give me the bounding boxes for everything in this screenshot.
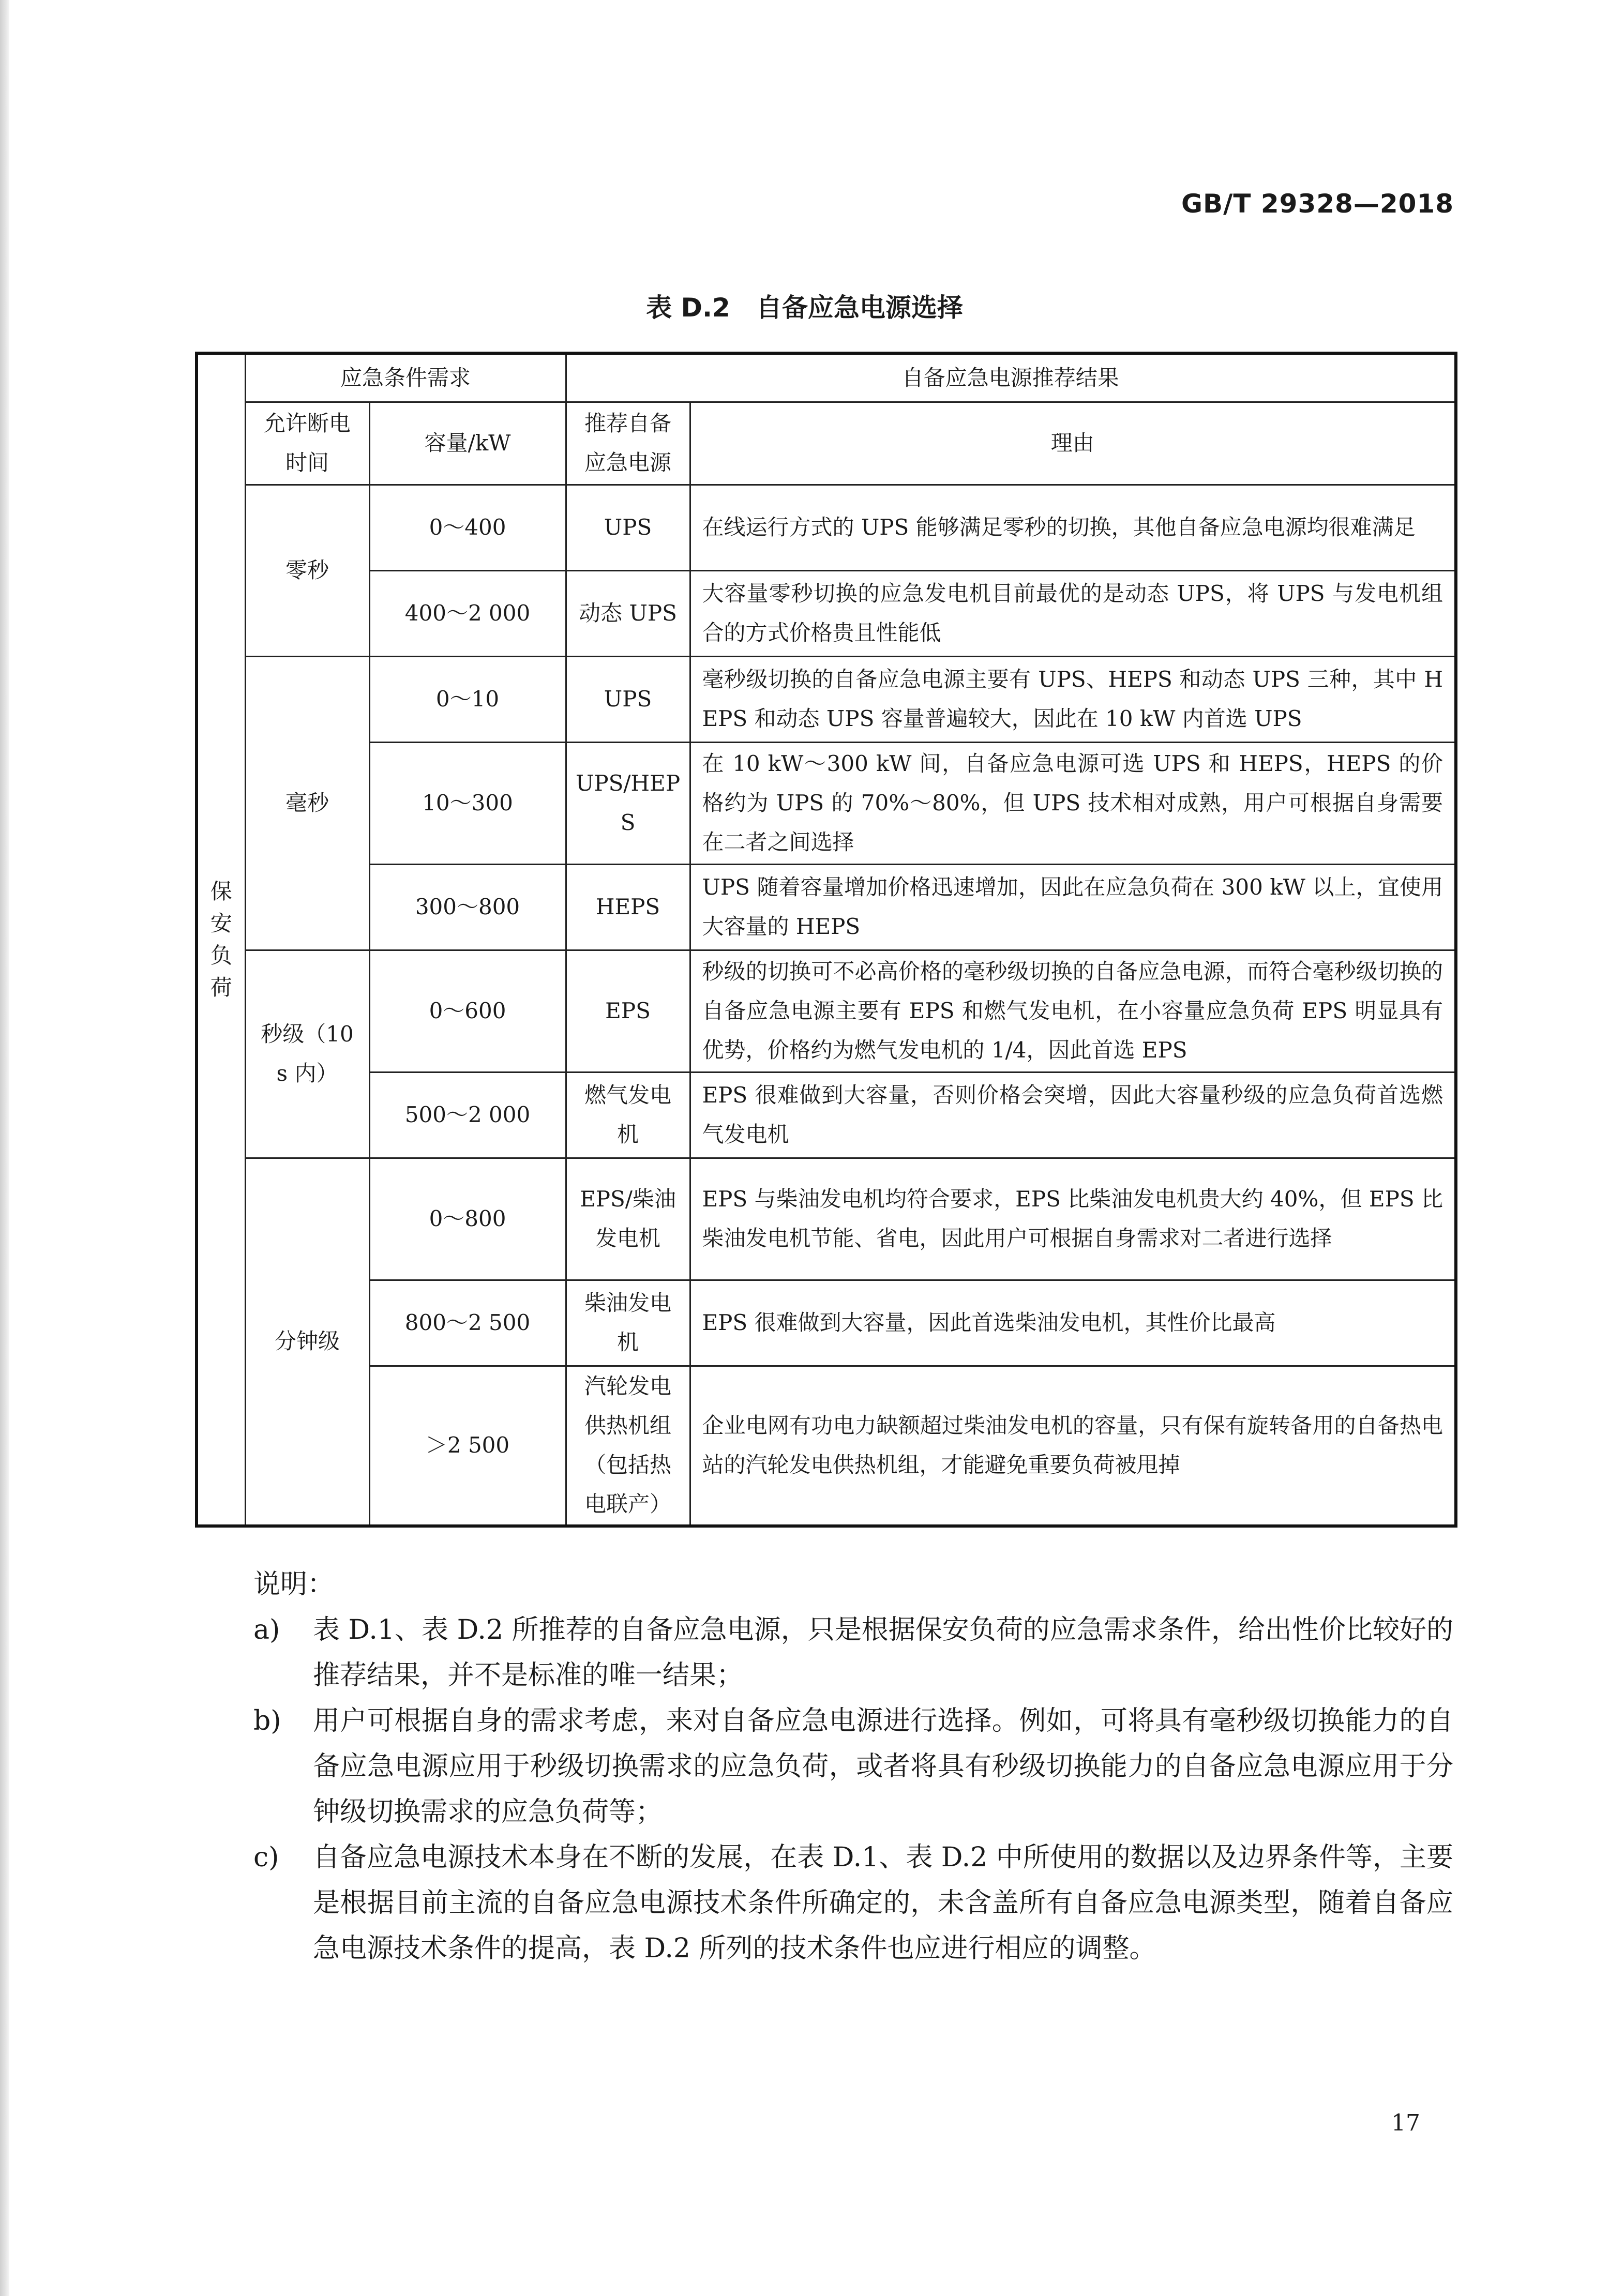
reason-cell: 在线运行方式的 UPS 能够满足零秒的切换，其他自备应急电源均很难满足 — [690, 485, 1456, 570]
capacity-cell: 800～2 500 — [369, 1280, 566, 1366]
capacity-cell: 0～400 — [369, 485, 566, 570]
source-cell: 汽轮发电供热机组（包括热电联产） — [566, 1366, 690, 1526]
reason-col-header: 理由 — [690, 402, 1456, 485]
time-cell: 零秒 — [245, 485, 369, 656]
capacity-cell: ＞2 500 — [369, 1366, 566, 1526]
note-item — [253, 1607, 1453, 1698]
notes-heading: 说明： — [253, 1569, 335, 1600]
source-cell: EPS — [566, 950, 690, 1072]
capacity-cell: 10～300 — [369, 742, 566, 864]
standard-code: GB/T 29328—2018 — [1181, 189, 1454, 219]
table-id: 表 D.2 — [646, 293, 730, 323]
reason-cell: UPS 随着容量增加价格迅速增加，因此在应急负荷在 300 kW 以上，宜使用大容量的 HEPS — [690, 864, 1456, 950]
note-letter: b) — [253, 1705, 281, 1736]
note-item — [253, 1835, 1453, 1971]
reason-cell: EPS 很难做到大容量，因此首选柴油发电机，其性价比最高 — [690, 1280, 1456, 1366]
capacity-cell: 500～2 000 — [369, 1072, 566, 1158]
time-cell: 秒级（10 s 内） — [245, 950, 369, 1158]
source-cell: 燃气发电机 — [566, 1072, 690, 1158]
reason-cell: 大容量零秒切换的应急发电机目前最优的是动态 UPS，将 UPS 与发电机组合的方式价格贵且性能低 — [690, 570, 1456, 656]
page-edge-shadow — [0, 0, 9, 2296]
source-cell: HEPS — [566, 864, 690, 950]
capacity-cell: 0～800 — [369, 1158, 566, 1280]
side-label: 保安负荷 — [210, 879, 232, 1000]
reason-cell: 企业电网有功电力缺额超过柴油发电机的容量，只有保有旋转备用的自备热电站的汽轮发电供热机组，才能避免重要负荷被甩掉 — [690, 1366, 1456, 1526]
reason-cell: EPS 与柴油发电机均符合要求，EPS 比柴油发电机贵大约 40%，但 EPS 比柴油发电机节能、省电，因此用户可根据自身需求对二者进行选择 — [690, 1158, 1456, 1280]
source-cell: 动态 UPS — [566, 570, 690, 656]
note-letter: a) — [253, 1614, 280, 1645]
time-cell: 分钟级 — [245, 1158, 369, 1526]
capacity-cell: 0～10 — [369, 656, 566, 742]
reason-cell: 毫秒级切换的自备应急电源主要有 UPS、HEPS 和动态 UPS 三种，其中 HEPS 和动态 UPS 容量普遍较大，因此在 10 kW 内首选 UPS — [690, 656, 1456, 742]
source-cell: UPS — [566, 656, 690, 742]
source-cell: UPS/HEPS — [566, 742, 690, 864]
note-text: 用户可根据自身的需求考虑，来对自备应急电源进行选择。例如，可将具有毫秒级切换能力的自备应急电源应用于秒级切换需求的应急负荷，或者将具有秒级切换能力的自备应急电源应用于分钟级切换需求的应急负荷等； — [313, 1705, 1453, 1827]
note-text: 自备应急电源技术本身在不断的发展，在表 D.1、表 D.2 中所使用的数据以及边界条件等，主要是根据目前主流的自备应急电源技术条件所确定的，未含盖所有自备应急电源类型，随着自备应急电源技术条件的提高，表 D.2 所列的技术条件也应进行相应的调整。 — [313, 1842, 1453, 1964]
capacity-col-header: 容量/kW — [369, 402, 566, 485]
reason-cell: 秒级的切换可不必高价格的毫秒级切换的自备应急电源，而符合毫秒级切换的自备应急电源主要有 EPS 和燃气发电机，在小容量应急负荷 EPS 明显具有优势，价格约为燃气发电机的 1/4，因此首选 EPS — [690, 950, 1456, 1072]
result-group-header: 自备应急电源推荐结果 — [566, 353, 1456, 402]
capacity-cell: 400～2 000 — [369, 570, 566, 656]
table-caption: 自备应急电源选择 — [756, 293, 963, 323]
page-number: 17 — [1391, 2110, 1420, 2136]
time-cell: 毫秒 — [245, 656, 369, 950]
note-item — [253, 1698, 1453, 1835]
condition-group-header: 应急条件需求 — [245, 353, 566, 402]
capacity-cell: 300～800 — [369, 864, 566, 950]
time-col-header: 允许断电时间 — [245, 402, 369, 485]
source-cell: 柴油发电机 — [566, 1280, 690, 1366]
source-col-header: 推荐自备应急电源 — [566, 402, 690, 485]
note-letter: c) — [253, 1842, 279, 1873]
capacity-cell: 0～600 — [369, 950, 566, 1072]
power-source-table — [195, 352, 1457, 1528]
reason-cell: EPS 很难做到大容量，否则价格会突增，因此大容量秒级的应急负荷首选燃气发电机 — [690, 1072, 1456, 1158]
notes-section — [253, 1562, 1453, 1971]
side-label-cell — [197, 353, 245, 1526]
note-text: 表 D.1、表 D.2 所推荐的自备应急电源，只是根据保安负荷的应急需求条件，给出性价比较好的推荐结果，并不是标准的唯一结果； — [313, 1614, 1453, 1691]
table-title — [0, 287, 1609, 324]
source-cell: EPS/柴油发电机 — [566, 1158, 690, 1280]
reason-cell: 在 10 kW～300 kW 间，自备应急电源可选 UPS 和 HEPS，HEPS 的价格约为 UPS 的 70%～80%，但 UPS 技术相对成熟，用户可根据自身需要在二者之间选择 — [690, 742, 1456, 864]
source-cell: UPS — [566, 485, 690, 570]
